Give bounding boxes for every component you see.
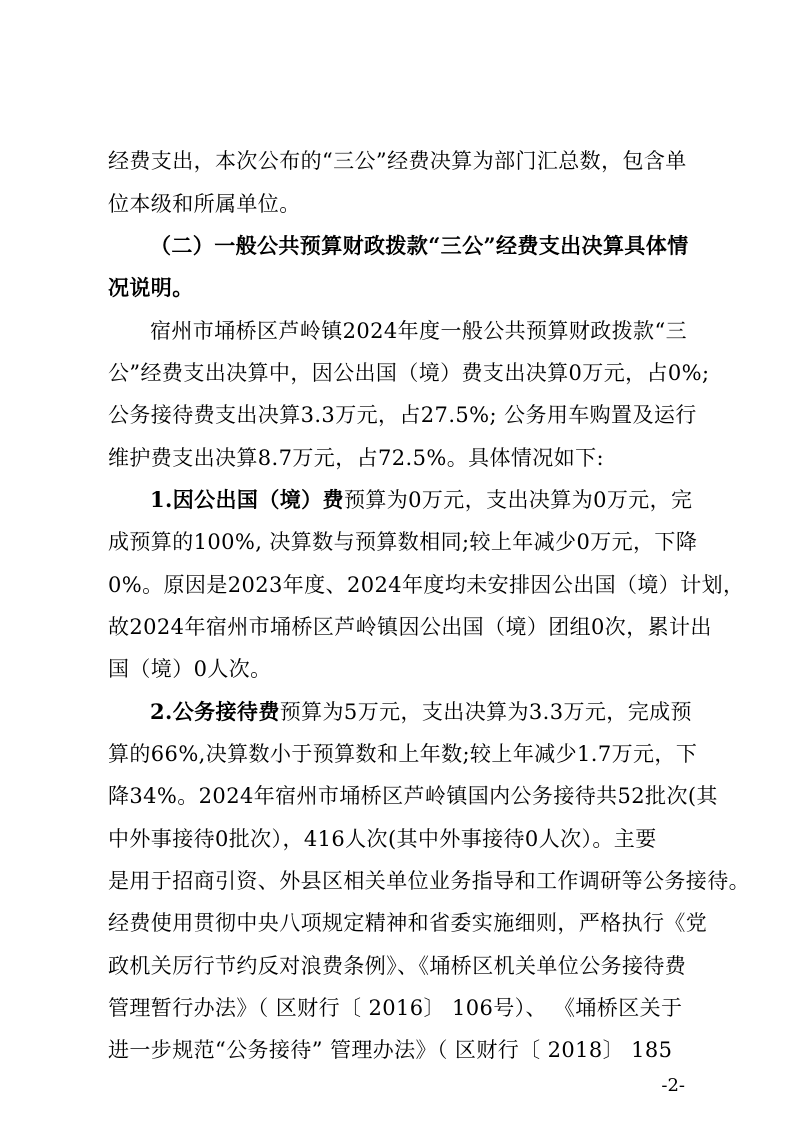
- item-2-line-8: 管理暂行办法》（ 区财行〔 2016〕 106号）、 《埇桥区关于: [108, 996, 683, 1020]
- item-2-line-9: 进一步规范“公务接待” 管理办法》（ 区财行〔 2018〕 185: [108, 1038, 673, 1062]
- paragraph-line-6: 公”经费支出决算中，因公出国（境）费支出决算0万元，占0%;: [108, 361, 710, 385]
- item-2-line-4: 中外事接待0批次），416人次(其中外事接待0人次）。主要: [108, 827, 657, 851]
- paragraph-line-1: 经费支出，本次公布的“三公”经费决算为部门汇总数，包含单: [108, 149, 687, 173]
- section-heading-line-2: 况说明。: [108, 275, 194, 300]
- paragraph-line-2: 位本级和所属单位。: [108, 192, 301, 216]
- item-1-line-4: 故2024年宿州市埇桥区芦岭镇因公出国（境）团组0次，累计出: [108, 615, 712, 639]
- item-2-line-2: 算的66%,决算数小于预算数和上年数;较上年减少1.7万元，下: [108, 742, 698, 766]
- item-1-line-3: 0%。原因是2023年度、2024年度均未安排因公出国（境）计划，: [108, 573, 745, 597]
- item-1-line-5: 国（境）0人次。: [108, 657, 272, 681]
- paragraph-line-7: 公务接待费支出决算3.3万元，占27.5%; 公务用车购置及运行: [108, 403, 697, 427]
- page-number: -2-: [661, 1075, 685, 1096]
- section-heading-line-1: （二）一般公共预算财政拨款“三公”经费支出决算具体情: [150, 233, 689, 258]
- item-2-line-6: 经费使用贯彻中央八项规定精神和省委实施细则，严格执行《党: [108, 911, 708, 935]
- paragraph-line-8: 维护费支出决算8.7万元，占72.5%。具体情况如下:: [108, 446, 604, 470]
- item-1-title: 1.因公出国（境）费: [150, 487, 344, 512]
- item-2-line-1: 2.公务接待费预算为5万元，支出决算为3.3万元，完成预: [150, 699, 692, 724]
- paragraph-line-5: 宿州市埇桥区芦岭镇2024年度一般公共预算财政拨款“三: [150, 319, 687, 343]
- item-2-line-7: 政机关厉行节约反对浪费条例》、《埇桥区机关单位公务接待费: [108, 954, 687, 978]
- item-2-title: 2.公务接待费: [150, 699, 280, 724]
- item-2-line-5: 是用于招商引资、外县区相关单位业务指导和工作调研等公务接待。: [108, 869, 750, 893]
- item-1-line-1: 1.因公出国（境）费预算为0万元，支出决算为0万元，完: [150, 487, 693, 512]
- item-1-line-2: 成预算的100%, 决算数与预算数相同;较上年减少0万元，下降: [108, 530, 698, 554]
- item-2-line-3: 降34%。2024年宿州市埇桥区芦岭镇国内公务接待共52批次(其: [108, 784, 718, 808]
